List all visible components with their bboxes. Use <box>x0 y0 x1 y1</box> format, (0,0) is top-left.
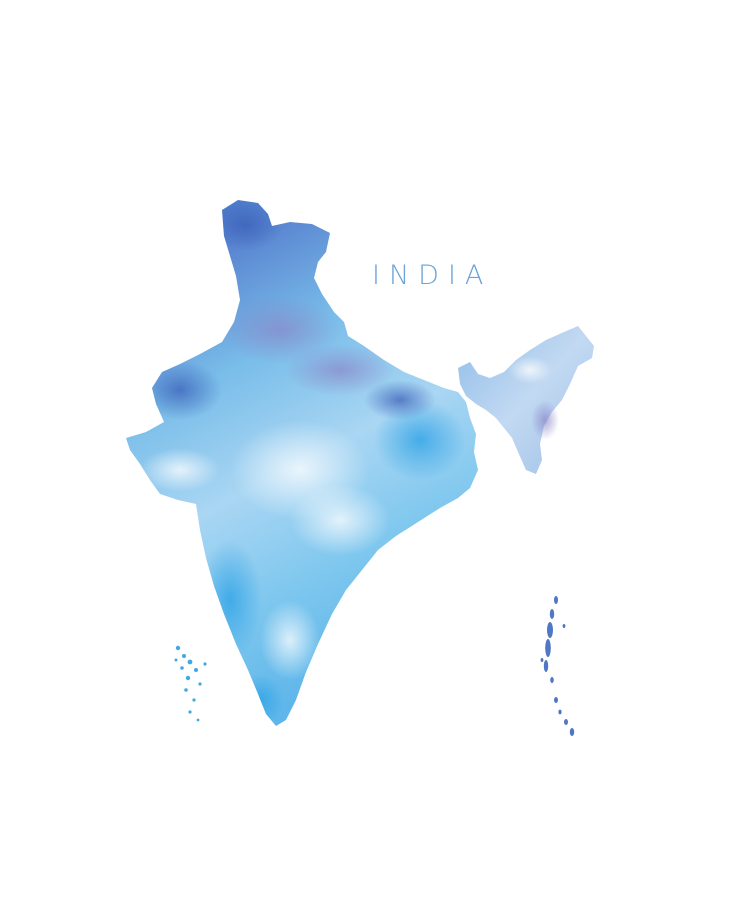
lakshadweep-islands <box>175 646 207 722</box>
northeast-region <box>458 326 594 474</box>
map-title: INDIA <box>372 260 493 291</box>
andaman-nicobar-islands <box>541 596 575 736</box>
